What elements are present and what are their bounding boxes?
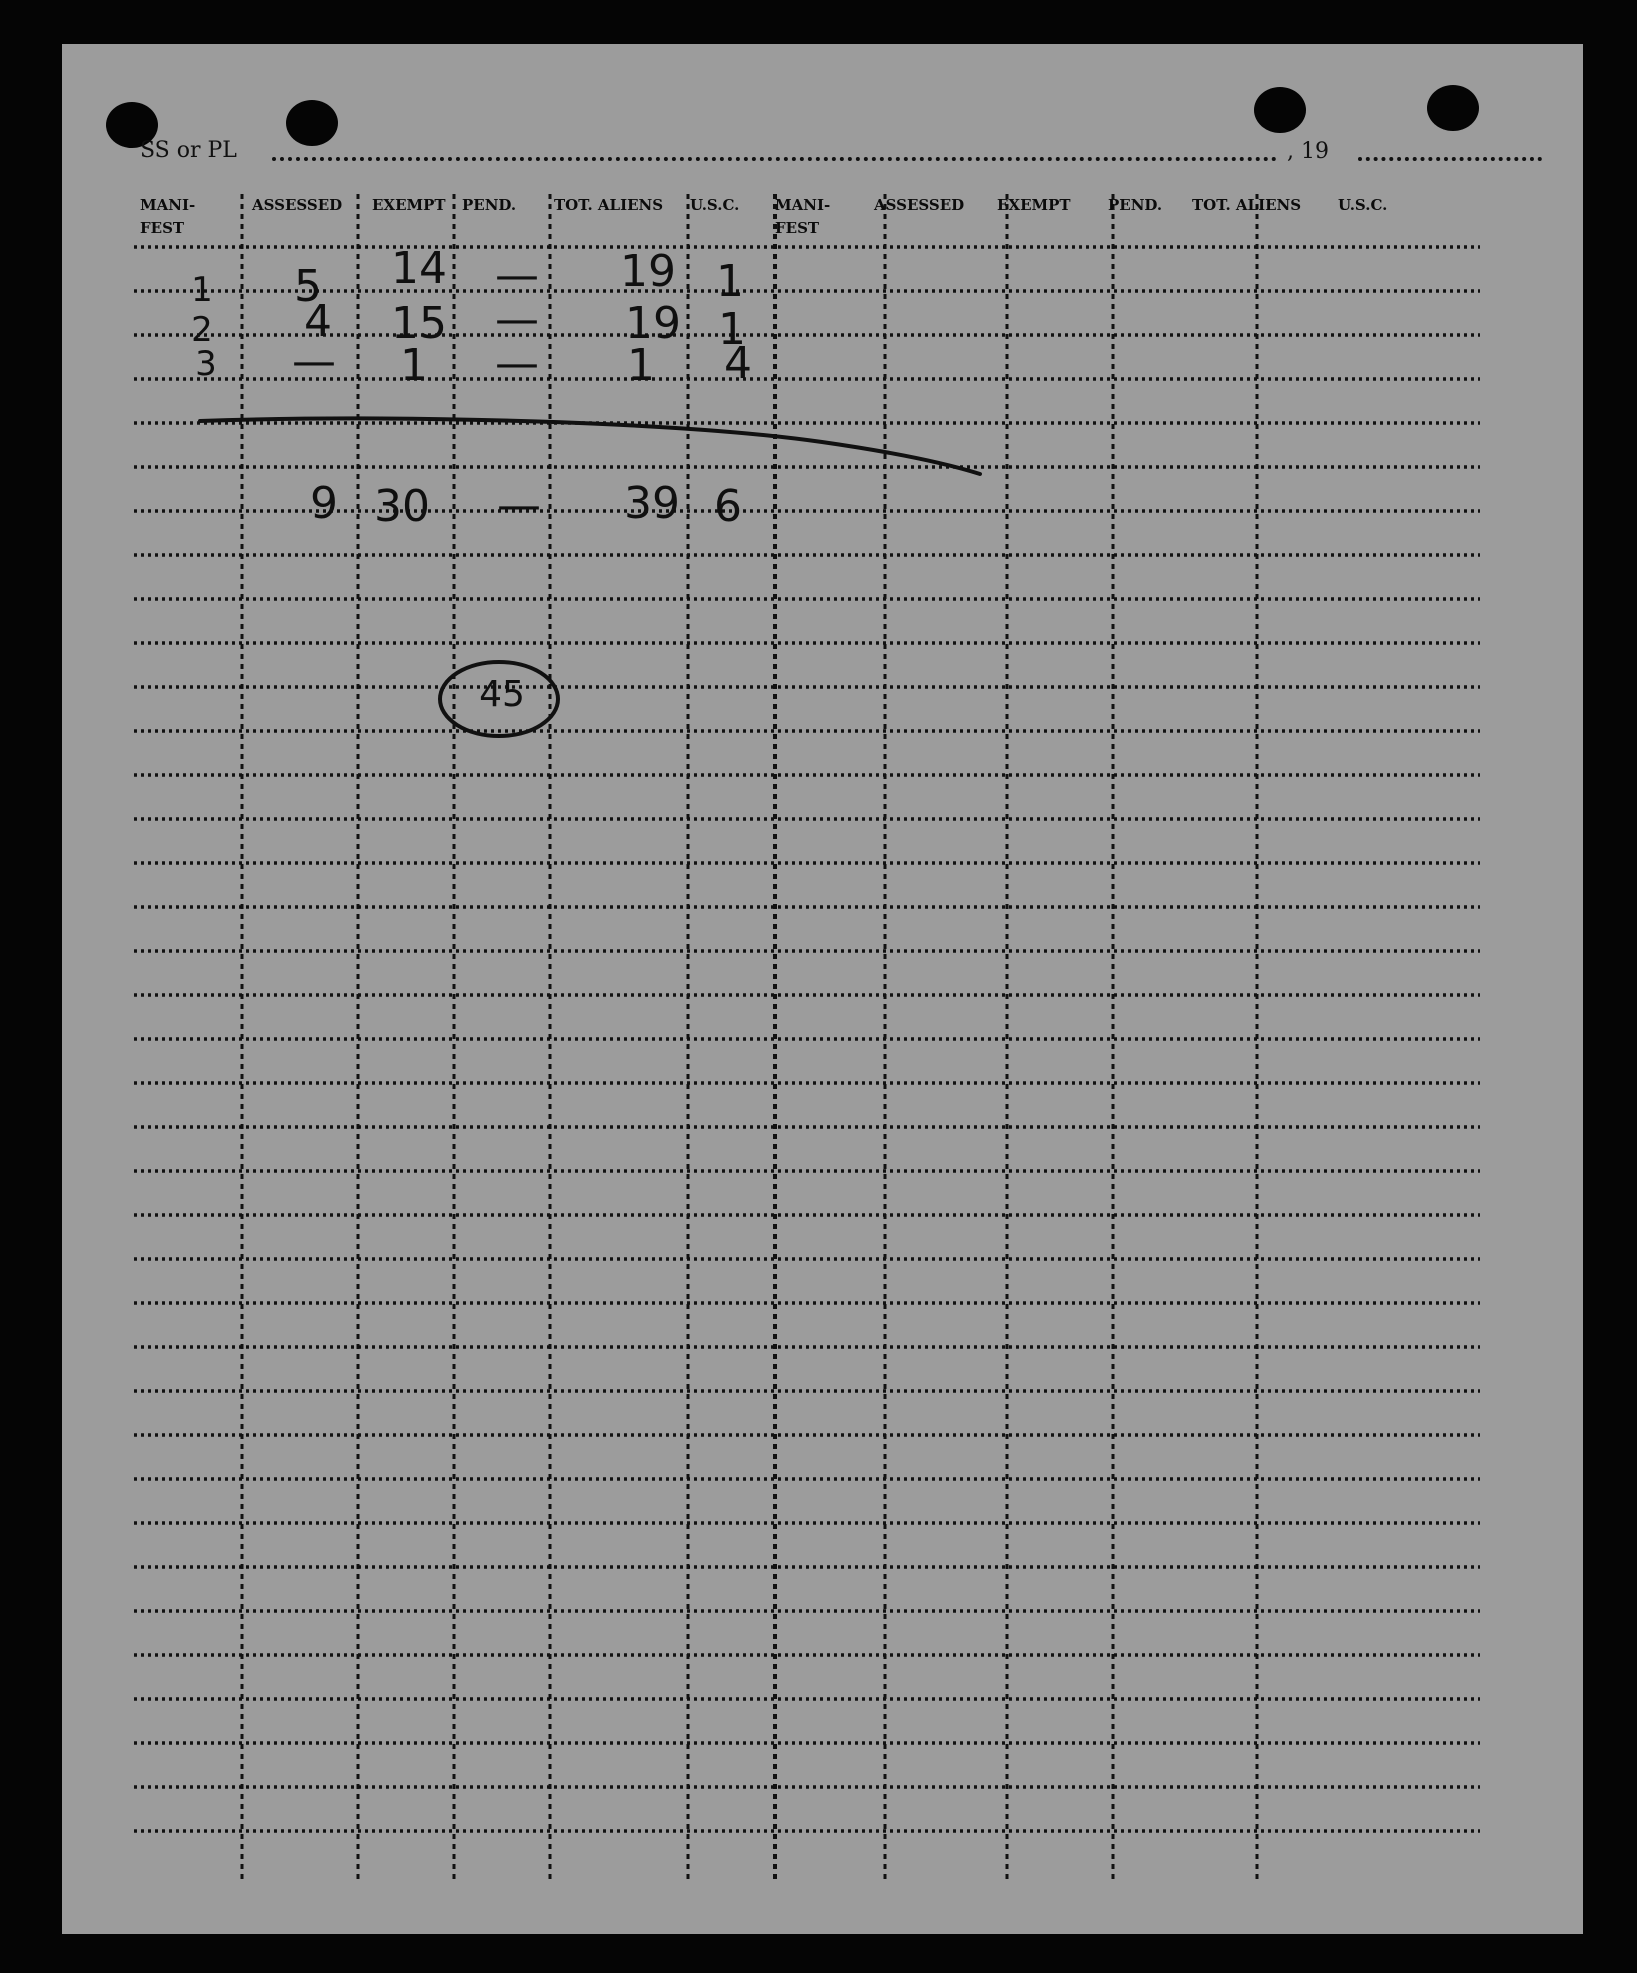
entry-assessed: 4 [304, 296, 332, 347]
entry-pend: — [495, 338, 539, 389]
col-assessed-left: ASSESSED [252, 196, 343, 214]
entry-assessed: 5 [294, 261, 322, 312]
entry-manifest: 1 [191, 270, 213, 310]
ledger-sheet [62, 44, 1583, 1934]
col-exempt-left: EXEMPT [372, 196, 446, 214]
col-pend-right: PEND. [1108, 196, 1163, 214]
entry-tot-aliens: 19 [620, 246, 676, 297]
col-usc-right: U.S.C. [1338, 196, 1388, 214]
circled-total: 45 [479, 674, 525, 715]
punch-hole-2 [286, 100, 338, 146]
total-pend: — [497, 480, 541, 531]
entry-exempt: 14 [391, 243, 447, 294]
entry-manifest: 3 [195, 344, 217, 384]
year-prefix: , 19 [1287, 139, 1329, 164]
entry-usc: 4 [724, 338, 752, 389]
entry-tot-aliens: 19 [625, 298, 681, 349]
col-tot-aliens-left: TOT. ALIENS [554, 196, 664, 214]
entry-exempt: 15 [391, 298, 447, 349]
entry-exempt: 1 [400, 340, 428, 391]
col-usc-left: U.S.C. [690, 196, 740, 214]
punch-hole-3 [1254, 87, 1306, 133]
entry-tot-aliens: 1 [627, 340, 655, 391]
col-exempt-right: EXEMPT [997, 196, 1071, 214]
entry-manifest: 2 [191, 310, 213, 350]
total-usc: 6 [714, 481, 742, 532]
total-assessed: 9 [310, 478, 338, 529]
vessel-fill-line [272, 157, 1277, 161]
col-manifest-left: MANI- FEST [140, 196, 196, 237]
col-manifest-right: MANI- FEST [775, 196, 831, 237]
entry-pend: — [495, 294, 539, 345]
entry-assessed: — [292, 336, 336, 387]
entry-usc: 1 [718, 304, 746, 355]
col-tot-aliens-right: TOT. ALIENS [1192, 196, 1302, 214]
entry-pend: — [495, 250, 539, 301]
punch-hole-4 [1427, 85, 1479, 131]
col-pend-left: PEND. [462, 196, 517, 214]
year-fill-line [1358, 157, 1542, 161]
col-assessed-right: ASSESSED [874, 196, 965, 214]
total-exempt: 30 [374, 481, 430, 532]
entry-usc: 1 [716, 256, 744, 307]
total-tot-aliens: 39 [624, 478, 680, 529]
ledger-grid [62, 44, 1583, 1934]
vessel-label: SS or PL [140, 138, 237, 163]
